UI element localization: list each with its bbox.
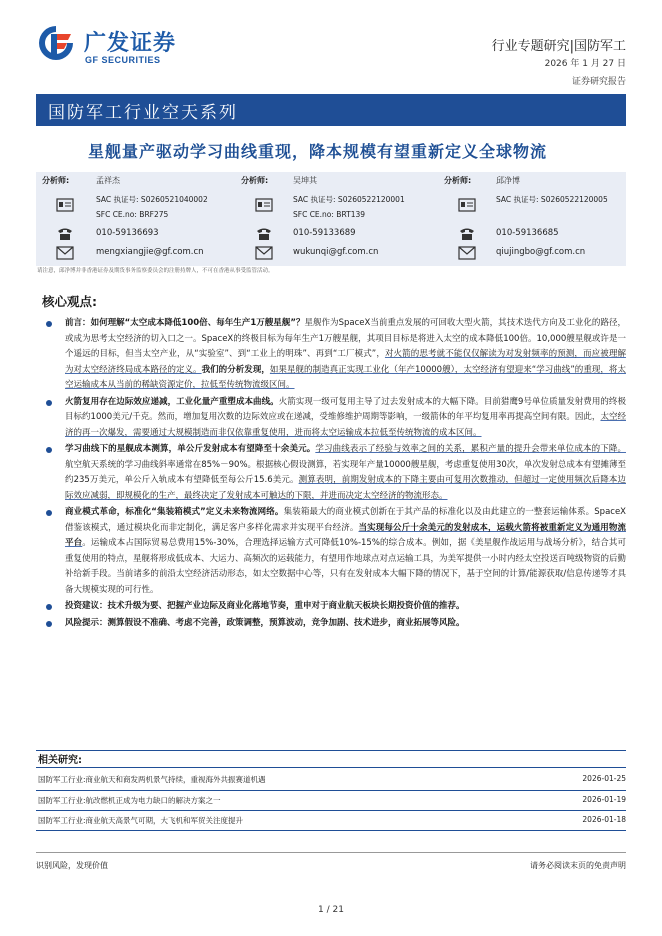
point-reuse: [46, 395, 626, 442]
mail-icon: [458, 246, 476, 260]
divider: [36, 830, 626, 831]
analyst-label: 分析师:: [42, 176, 70, 185]
point-underlined: 如果星舰的制造真正实现工业化（年产10000艘），太空经济有望迎来“学习曲线”的重现，将太空运输成本从当前的稀缺资源定价，拉低至传统物流级区间。: [65, 364, 626, 390]
point-business-model: [46, 505, 626, 598]
series-title: 国防军工行业空天系列: [48, 103, 238, 123]
point-heading: 商业模式革命，标准化“集装箱模式”定义未来物流网络。: [65, 507, 284, 517]
analyst-name: 邱净博: [496, 176, 520, 185]
divider: [36, 790, 626, 791]
divider: [36, 810, 626, 811]
related-item-date: 2026-01-18: [582, 815, 626, 824]
id-card-icon: [458, 198, 476, 212]
analyst-email[interactable]: mengxiangjie@gf.com.cn: [96, 247, 204, 257]
analyst-sac: SAC 执证号: S0260522120005: [496, 195, 608, 204]
analyst-email[interactable]: wukunqi@gf.com.cn: [293, 247, 379, 257]
analyst-name: 孟祥杰: [96, 176, 120, 185]
related-title: 相关研究:: [38, 755, 82, 766]
related-item[interactable]: [38, 815, 626, 831]
bullet-icon: [46, 400, 52, 406]
point-text: 火箭实现一级可复用主导了过去发射成本的大幅下降。目前猎鹰9号单位质量发射费用的终极目标约1000美元/千克。然而，增加复用次数的边际效应或在递减，受维修维护周期等影响，一级箭体的年平均复用率再提高空间有限。因此，: [65, 396, 626, 422]
analyst-sac: SAC 执证号: S0260521040002: [96, 195, 208, 204]
analyst-card: [241, 172, 441, 266]
analyst-panel: [36, 172, 626, 266]
series-banner: [36, 94, 626, 126]
id-card-icon: [56, 198, 74, 212]
point-underlined: 对火箭的思考就不能仅仅解读为对发射频率的预测，而应被理解为对太空经济终局成本路径的定义。: [65, 349, 626, 375]
point-bold: 我们的分析发现，: [201, 364, 270, 375]
point-heading: 风险提示：测算假设不准确、考虑不完善，政策调整，预算波动，竞争加剧、技术进步，商业拓展等风险。: [65, 617, 465, 628]
point-risk: [46, 616, 626, 632]
bullet-icon: [46, 621, 52, 627]
point-underlined: 当实现每公斤十余美元的发射成本，运载火箭将被重新定义为通用物流平台: [65, 522, 626, 548]
point-text: 集装箱最大的商业模式创新在于其产品的标准化以及由此建立的一整套运输体系。SpaceX借鉴该模式，通过模块化而非定制化，满足客户多样化需求并实现平台经济。: [65, 507, 626, 533]
core-views-title: 核心观点:: [42, 294, 97, 309]
logo-cn-text: 广发证券: [84, 31, 177, 56]
point-heading: 学习曲线下的星舰成本测算，单公斤发射成本有望降至十余美元。: [65, 444, 316, 454]
analyst-sfc: SFC CE.no: BRT139: [293, 210, 366, 219]
analyst-phone: 010-59133689: [293, 228, 356, 238]
point-underlined: 学习曲线表示了经验与效率之间的关系，累积产量的提升会带来单位成本的下降。: [315, 444, 626, 454]
related-item-date: 2026-01-25: [582, 774, 626, 783]
id-card-icon: [255, 198, 273, 212]
divider: [36, 767, 626, 768]
phone-icon: [255, 227, 273, 241]
point-text: 星舰作为SpaceX当前重点发展的可回收大型火箭，其技术迭代方向及工业化的路径，或成为思考太空经济的切入口之一。SpaceX的终极目标为每年生产1万艘星舰，其项目目标是将进入太空的成本降低100倍。10,000艘星舰或许是一个遥远的目标，但当太空产业，从“实验室”、到“工业上的明珠”、再到“工厂模式”，: [65, 318, 626, 359]
point-preface: [46, 316, 626, 394]
bullet-icon: [46, 604, 52, 610]
footer-slogan: 识别风险，发现价值: [36, 861, 108, 870]
point-text: 。运输成本占国际贸易总费用15%-30%，合理选择运输方式可降低10%-15%的综合成本。例如，据《美星舰作战运用与战场分析》，结合其可重复使用的特点，星舰将形成低成本、大运力、高频次的运载能力，有望用作地球点对点运输工具，为美军提供一小时内经太空投送百吨级物资的后勤补给新手段。当前诸多的前沿太空经济活动形态，如太空数据中心等，只有在发射成本大幅下降的情况下，基于空间的计算/能源获取/信息传递等才具备大规模实现的可行性。: [65, 538, 627, 595]
analyst-name: 吴坤其: [293, 176, 317, 185]
phone-icon: [458, 227, 476, 241]
analyst-phone: 010-59136693: [96, 228, 159, 238]
report-category: 行业专题研究|国防军工: [491, 39, 626, 54]
analyst-sfc: SFC CE.no: BRF275: [96, 210, 169, 219]
point-heading: 前言：如何理解“太空成本降低100倍、每年生产1万艘星舰”？: [65, 318, 305, 328]
logo-en-text: GF SECURITIES: [85, 55, 161, 65]
mail-icon: [255, 246, 273, 260]
point-text: 航空航天系统的学习曲线斜率通常在85%－90%。根据核心假设测算，若实现年产量10000艘星舰，考虑重复使用30次，单次发射总成本有望摊薄至约235万美元，单公斤入轨成本有望降低至每公斤15.6美元。: [65, 459, 626, 485]
point-investment: [46, 599, 626, 615]
bullet-icon: [46, 321, 52, 327]
analyst-card: [42, 172, 242, 266]
license-note: 请注意，邱净博并非香港证券及期货事务监察委员会的注册持牌人，不可在香港从事受监管活动。: [37, 268, 274, 274]
report-type: 证券研究报告: [571, 77, 626, 87]
related-item-name[interactable]: 国防军工行业:航改燃机正成为电力缺口的解决方案之一: [38, 796, 221, 805]
report-date: 2026 年 1 月 27 日: [544, 59, 626, 69]
gf-logo: [37, 24, 197, 76]
report-subtitle: 星舰量产驱动学习曲线重现，降本规模有望重新定义全球物流: [88, 142, 548, 161]
analyst-card: [444, 172, 624, 266]
point-heading: 投资建议：技术升级为要、把握产业边际及商业化落地节奏，重申对于商业航天板块长期投资价值的推荐。: [65, 601, 465, 611]
related-item-name[interactable]: 国防军工行业:商业航天高景气可期，大飞机和军贸关注度提升: [38, 816, 244, 825]
bullet-icon: [46, 447, 52, 453]
related-item-date: 2026-01-19: [582, 795, 626, 804]
point-learning-curve: [46, 442, 626, 504]
bullet-icon: [46, 510, 52, 516]
gf-logo-icon: [37, 24, 75, 62]
analyst-label: 分析师:: [444, 176, 472, 185]
footer-divider: [36, 852, 626, 853]
phone-icon: [56, 227, 74, 241]
core-views-body: [46, 316, 626, 632]
analyst-email[interactable]: qiujingbo@gf.com.cn: [496, 247, 586, 257]
analyst-sac: SAC 执证号: S0260522120001: [293, 195, 405, 204]
related-item[interactable]: [38, 774, 626, 790]
related-item-name[interactable]: 国防军工行业:商业航天和商发两机景气持续，重视海外共振赛道机遇: [38, 775, 266, 784]
point-underlined: 太空经济的再一次爆发，需要通过大规模制造而非仅依靠重复使用，进而将太空运输成本拉低至传统物流的成本区间。: [65, 412, 626, 438]
point-heading: 火箭复用存在边际效应递减，工业化量产重塑成本曲线。: [65, 396, 279, 407]
analyst-label: 分析师:: [241, 176, 269, 185]
related-item[interactable]: [38, 795, 626, 811]
page-number: 1 / 21: [318, 905, 344, 915]
point-underlined: 测算表明，前期发射成本的下降主要由可复用次数推动，但超过一定使用频次后降本边际效应减弱，即规模化的生产，最终决定了发射成本可触达的下限，并进而决定太空经济的物流形态。: [65, 475, 626, 501]
mail-icon: [56, 246, 74, 260]
analyst-phone: 010-59136685: [496, 228, 559, 238]
footer-disclaimer: 请务必阅读末页的免责声明: [530, 861, 626, 870]
